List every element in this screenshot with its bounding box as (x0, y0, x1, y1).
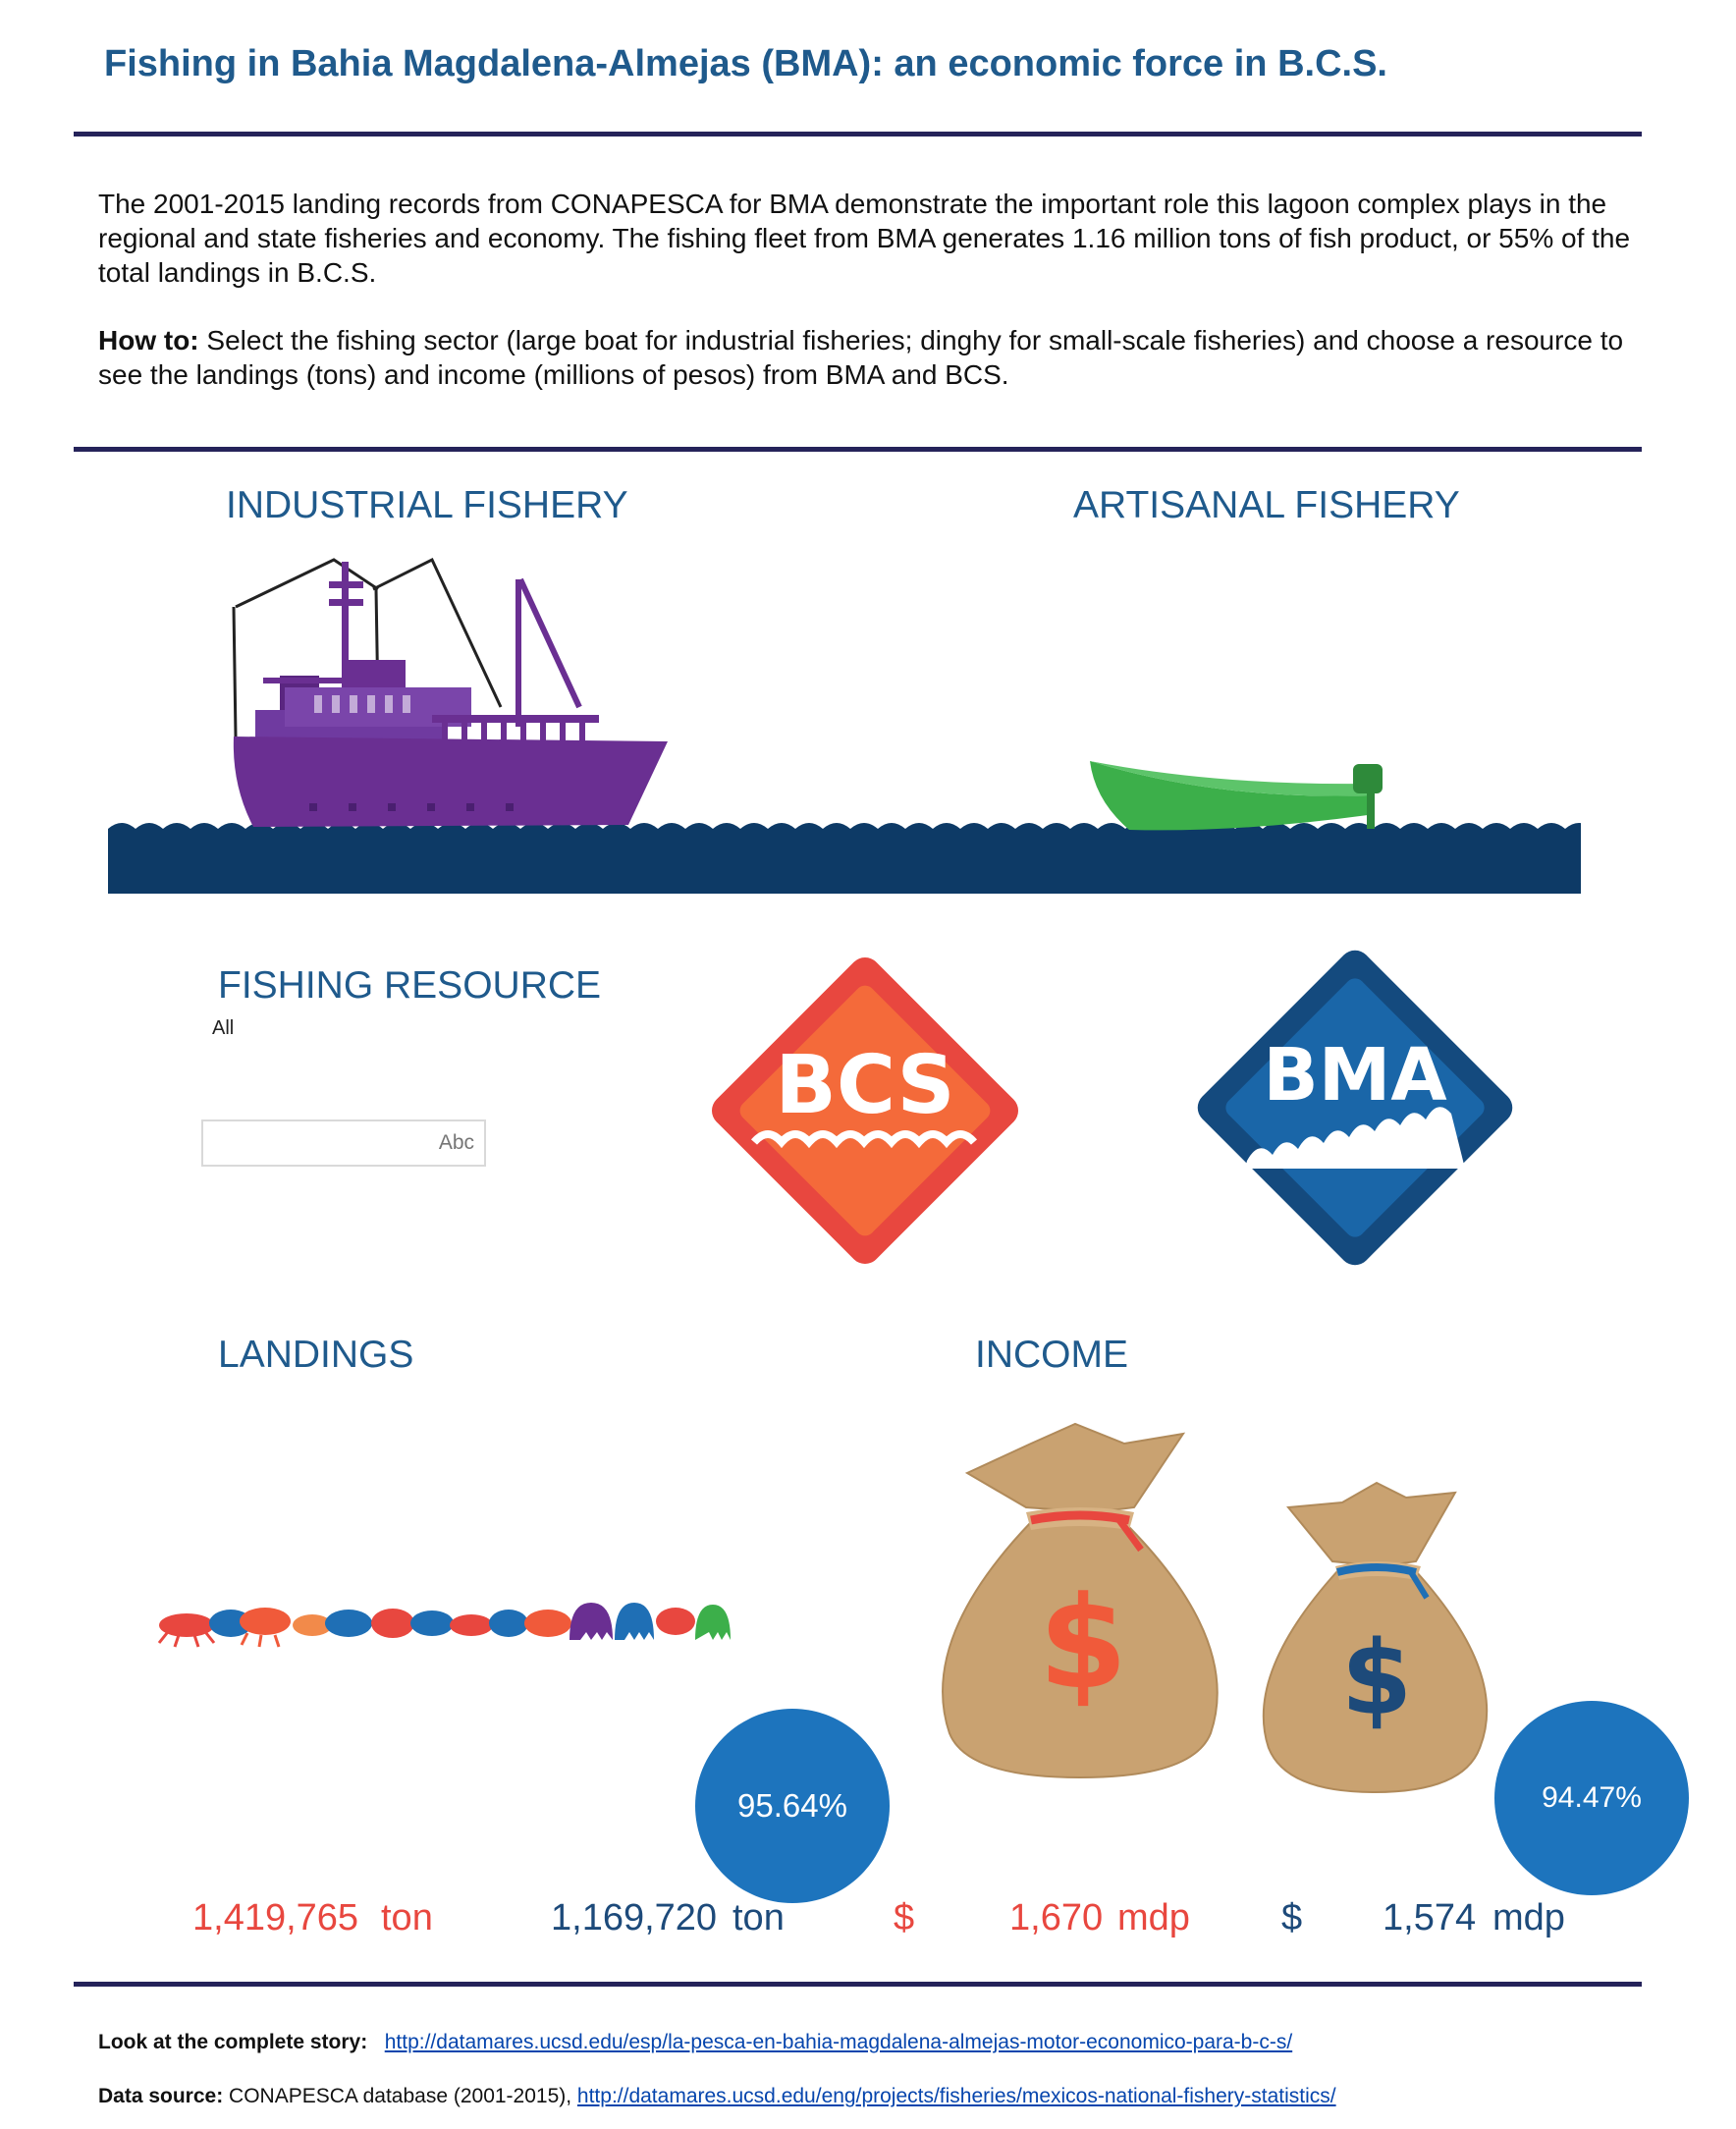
story-link[interactable]: http://datamares.ucsd.edu/esp/la-pesca-en-bahia-magdalena-almejas-motor-economico-para-b-c-s/ (384, 2031, 1293, 2053)
fishing-resource-heading: FISHING RESOURCE (218, 964, 602, 1007)
artisanal-fishery-button[interactable]: ARTISANAL FISHERY (1073, 484, 1460, 526)
bcs-badge-button[interactable] (695, 941, 1035, 1281)
dollar-icon: $ (1340, 1618, 1413, 1738)
bma-currency-symbol: $ (1281, 1897, 1303, 1938)
page-title: Fishing in Bahia Magdalena-Almejas (BMA): an economic force in B.C.S. (104, 43, 1387, 84)
lobster-icon (159, 1613, 214, 1647)
seafood-icons-row (157, 1596, 736, 1655)
crab-icon (489, 1610, 528, 1637)
octopus-icon (695, 1605, 731, 1640)
industrial-boat-icon[interactable] (234, 560, 668, 827)
bcs-currency-symbol: $ (894, 1897, 915, 1938)
bma-badge-button[interactable] (1180, 933, 1530, 1283)
dollar-icon: $ (1038, 1568, 1128, 1718)
lobster-icon (240, 1608, 291, 1647)
source-label: Data source: (98, 2085, 224, 2107)
landings-heading: LANDINGS (218, 1334, 414, 1376)
story-line (98, 2031, 1292, 2054)
bma-income-value: 1,574 (1383, 1897, 1477, 1938)
shrimp-icon (450, 1614, 493, 1636)
sea-waves (108, 823, 1581, 894)
resource-selected-value[interactable]: All (212, 1017, 235, 1039)
bcs-income-value: 1,670 (1009, 1897, 1104, 1938)
bma-landings-unit: ton (732, 1897, 785, 1938)
lobster-icon (524, 1610, 571, 1637)
bcs-income-bag-icon (938, 1414, 1222, 1787)
industrial-fishery-button[interactable]: INDUSTRIAL FISHERY (226, 484, 628, 526)
bma-landings-value: 1,169,720 (551, 1897, 718, 1938)
artisanal-boat-icon[interactable] (1090, 761, 1383, 830)
bma-income-bag-icon (1259, 1478, 1494, 1802)
source-text: CONAPESCA database (2001-2015), (223, 2085, 577, 2107)
howto-text: Select the fishing sector (large boat for industrial fisheries; dinghy for small-scale fisheries) and choose a resource to see the landings (tons) and income (millions of pesos) from BMA and BCS. (98, 325, 1624, 390)
intro-text (98, 187, 1650, 425)
divider (74, 447, 1642, 452)
income-percentage-badge: 94.47% (1494, 1701, 1689, 1895)
source-link[interactable]: http://datamares.ucsd.edu/eng/projects/fisheries/mexicos-national-fishery-statistics/ (576, 2085, 1336, 2107)
story-label: Look at the complete story: (98, 2031, 368, 2053)
crab-icon (410, 1610, 454, 1636)
bma-income-unit: mdp (1492, 1897, 1565, 1938)
resource-search[interactable] (201, 1119, 486, 1167)
bcs-income-unit: mdp (1117, 1897, 1190, 1938)
octopus-icon (570, 1603, 613, 1640)
landings-percentage-badge: 95.64% (695, 1709, 890, 1903)
crab-icon (325, 1610, 372, 1637)
income-heading: INCOME (975, 1334, 1128, 1376)
bcs-landings-value: 1,419,765 (192, 1897, 359, 1938)
divider (74, 1982, 1642, 1987)
bcs-landings-unit: ton (381, 1897, 433, 1938)
fishing-scene (108, 550, 1581, 894)
divider (74, 132, 1642, 136)
howto-paragraph (98, 323, 1650, 392)
bma-badge-label: BMA (1263, 1033, 1447, 1118)
source-line (98, 2085, 1336, 2108)
resource-search-input[interactable] (203, 1121, 484, 1165)
lobster-icon (656, 1608, 695, 1635)
bcs-badge-label: BCS (775, 1039, 955, 1132)
intro-paragraph: The 2001-2015 landing records from CONAPESCA for BMA demonstrate the important role this lagoon complex plays in the regional and state fisheries and economy. The fishing fleet from BMA generates 1.16 million tons of fish product, or 55% of the total landings in B.C.S. (98, 189, 1631, 288)
howto-label: How to: (98, 325, 199, 355)
octopus-icon (615, 1603, 654, 1640)
lobster-icon (371, 1609, 414, 1638)
